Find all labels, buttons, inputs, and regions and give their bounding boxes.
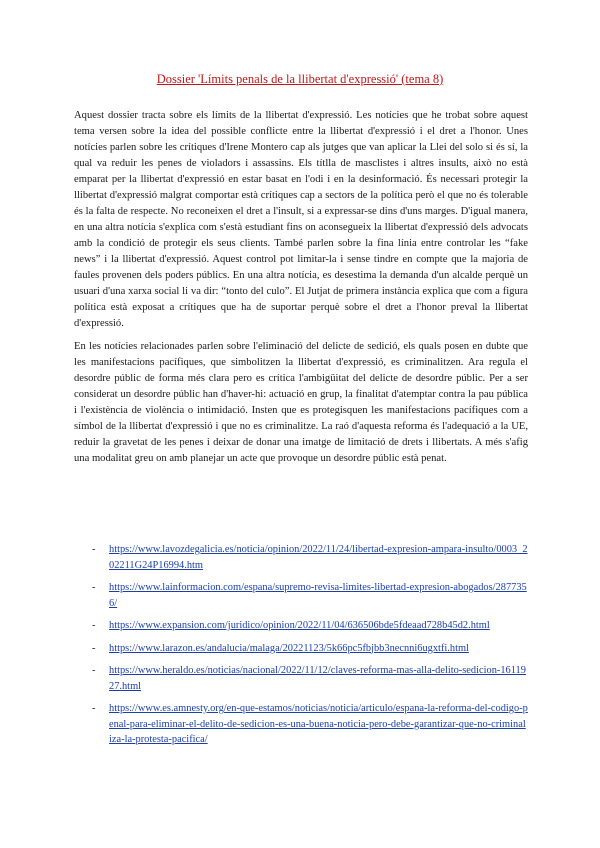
list-item [92,663,528,694]
paragraph-2: En les notícies relacionades parlen sobre l'eliminació del delicte de sedició, els quals posen en dubte que les manifestacions pacífiques, que simbolitzen la llibertat d'expressió, es criminalitzen. Ara regula el desordre públic de forma més clara pero es crítica l'ambigüitat del delicte de desordre públic. Per a ser considerat un desordre públic han d'haver-hi: actuació en grup, la finalitat d'atemptar contra la pau pública i l'existència de violència o intimidació. Insten que es protegisquen les manifestacions pacífiques com a símbol de la llibertat d'expressió i que no es criminalitze. La raó d'aquesta reforma és l'adequació a la UE, reduir la gravetat de les penes i deixar de donar una imatge de limitació de drets i llibertats. A més s'afig una modalitat greu on amb planejar un acte que provoque un desordre públic està penat. [74,341,528,464]
reference-link-1[interactable]: https://www.lavozdegalicia.es/noticia/opinion/2022/11/24/libertad-expresion-ampara-insulto/0003_202211G24P16994.htm [109,544,528,571]
bullet-dash: - [92,665,96,676]
bullet-dash: - [92,582,96,593]
reference-link-4[interactable]: https://www.larazon.es/andalucia/malaga/20221123/5k66pc5fbjbb3necnni6ugxtfi.html [109,642,469,654]
bullet-dash: - [92,620,96,631]
list-item [92,701,528,748]
bullet-dash: - [92,544,96,555]
reference-links-list [92,542,528,755]
list-item [92,580,528,611]
paragraph-1: Aquest dossier tracta sobre els límits de la llibertat d'expressió. Les notícies que he trobat sobre aquest tema versen sobre la idea del possible conflicte entre la llibertat d'expressió i el dret a l'honor. Unes notícies parlen sobre les crítiques d'Irene Montero cap als jutges que van aplicar la Llei del solo si és sí, la qual va reduir les penes de violadors i assassins. Els títlla de masclistes i altres insults, això no està emparat per la llibertat d'expressió en estar basat en l'odi i en la desinformació. És necessari protegir la llibertat d'expressió malgrat comportar està crítiques cap a sectors de la política però el que no és tolerable és la falta de respecte. No reconeixen el dret a l'insult, si a expressar-se dins d'uns marges. D'igual manera, en una altra notícia s'explica com s'està estudiant fins on aconsegueix la llibertat d'expressió dels advocats amb la condició de protegir els seus clients. També parlen sobre la fina línia entre controlar les “fake news” i la llibertat d'expressió. Aquest control pot limitar-la i sense tindre en compte que la majoria de faules provenen dels poders públics. En una altra notícia, es desestima la demanda d'un alcalde perquè un usuari d'una xarxa social li va dir: “tonto del culo”. El Jutjat de primera instància explica que com a figura política està exposat a crítiques que ha de suportar perquè sobre el dret a l'honor preval la llibertat d'expressió. [74,110,528,329]
list-item [92,542,528,573]
reference-link-5[interactable]: https://www.heraldo.es/noticias/nacional/2022/11/12/claves-reforma-mas-alla-delito-sedicion-1611927.html [109,665,526,692]
reference-link-3[interactable]: https://www.expansion.com/juridico/opinion/2022/11/04/636506bde5fdeaad728b45d2.html [109,620,490,631]
bullet-dash: - [92,703,96,714]
reference-link-6[interactable]: https://www.es.amnesty.org/en-que-estamos/noticias/noticia/articulo/espana-la-reforma-del-codigo-penal-para-eliminar-el-delito-de-sedicion-es-una-buena-noticia-pero-debe-garantizar-que-no-criminaliza-la-protesta-pacifica/ [109,703,528,745]
list-item [92,641,528,657]
document-title: Dossier 'Límits penals de la llibertat d'expressió' (tema 8) [156,72,444,86]
reference-link-2[interactable]: https://www.lainformacion.com/espana/supremo-revisa-limites-libertad-expresion-abogados/2877356/ [109,582,527,609]
list-item [92,618,528,634]
bullet-dash: - [92,642,96,654]
